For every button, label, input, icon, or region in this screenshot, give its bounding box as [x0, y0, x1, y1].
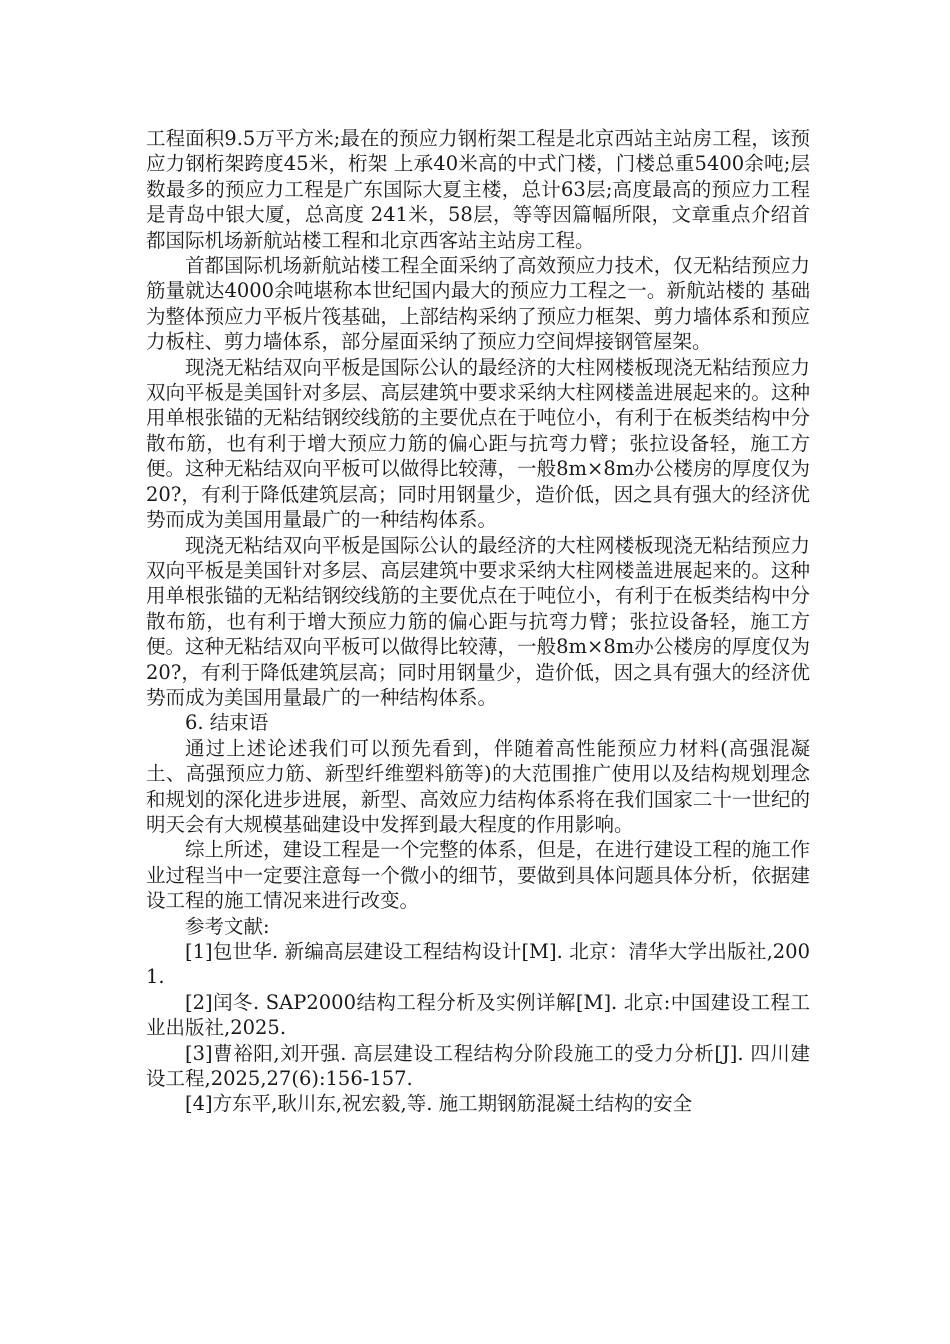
paragraph-conclusion: 通过上述论述我们可以预先看到，伴随着高性能预应力材料(高强混凝土、高强预应力筋、新型纤维塑料筋等)的大范围推广使用以及结构规划理念和规划的深化进步进展，新型、高效应力结构体系将在我们国家二十一世纪的明天会有大规模基础建设中发挥到最大程度的作用影响。 [146, 736, 810, 836]
paragraph-airport-terminal: 首都国际机场新航站楼工程全面采纳了高效预应力技术，仅无粘结预应力筋量就达4000余吨堪称本世纪国内最大的预应力工程之一。新航站楼的 基础为整体预应力平板片筏基础，上部结构采纳了预应力框架、剪力墙体系和预应力板柱、剪力墙体系，部分屋面采纳了预应力空间焊接钢管屋架。 [146, 254, 810, 354]
section-heading-conclusion: 6. 结束语 [185, 711, 269, 735]
paragraph-project-stats: 工程面积9.5万平方米;最在的预应力钢桁架工程是北京西站主站房工程，该预应力钢桁架跨度45米，桁架 上承40米高的中式门楼，门楼总重5400余吨;层数最多的预应力工程是广东国际大夏主楼，总计63层;高度最高的预应力工程是青岛中银大厦，总高度 241米，58层，等等因篇幅所限，文章重点介绍首都国际机场新航站楼工程和北京西客站主站房工程。 [146, 127, 810, 252]
reference-item-3: [3]曹裕阳,刘开强. 高层建设工程结构分阶段施工的受力分析[J]. 四川建设工程,2025,27(6):156-157. [146, 1041, 810, 1091]
paragraph-summary: 综上所述，建设工程是一个完整的体系，但是，在进行建设工程的施工作业过程当中一定要注意每一个微小的细节，要做到具体问题具体分析，依据建设工程的施工情况来进行改变。 [146, 838, 810, 913]
paragraph-flat-slab-1: 现浇无粘结双向平板是国际公认的最经济的大柱网楼板现浇无粘结预应力双向平板是美国针对多层、高层建筑中要求采纳大柱网楼盖进展起来的。这种用单根张锚的无粘结钢绞线筋的主要优点在于吨位小，有利于在板类结构中分散布筋，也有利于增大预应力筋的偏心距与抗弯力臂；张拉设备轻，施工方便。这种无粘结双向平板可以做得比较薄，一般8m×8m办公楼房的厚度仅为20?，有利于降低建筑层高；同时用钢量少，造价低，因之具有强大的经济优势而成为美国用量最广的一种结构体系。 [146, 355, 810, 532]
document-body [146, 126, 810, 1117]
paragraph-flat-slab-2: 现浇无粘结双向平板是国际公认的最经济的大柱网楼板现浇无粘结预应力双向平板是美国针对多层、高层建筑中要求采纳大柱网楼盖进展起来的。这种用单根张锚的无粘结钢绞线筋的主要优点在于吨位小，有利于在板类结构中分散布筋，也有利于增大预应力筋的偏心距与抗弯力臂；张拉设备轻，施工方便。这种无粘结双向平板可以做得比较薄，一般8m×8m办公楼房的厚度仅为20?，有利于降低建筑层高；同时用钢量少，造价低，因之具有强大的经济优势而成为美国用量最广的一种结构体系。 [146, 533, 810, 709]
reference-item-2: [2]闰冬. SAP2000结构工程分析及实例详解[M]. 北京:中国建设工程工业出版社,2025. [146, 990, 810, 1040]
reference-item-1: [1]包世华. 新编高层建设工程结构设计[M]. 北京：清华大学出版社,2001. [146, 940, 810, 989]
references-heading: 参考文献: [185, 914, 270, 938]
reference-item-4: [4]方东平,耿川东,祝宏毅,等. 施工期钢筋混凝土结构的安全 [185, 1092, 693, 1116]
